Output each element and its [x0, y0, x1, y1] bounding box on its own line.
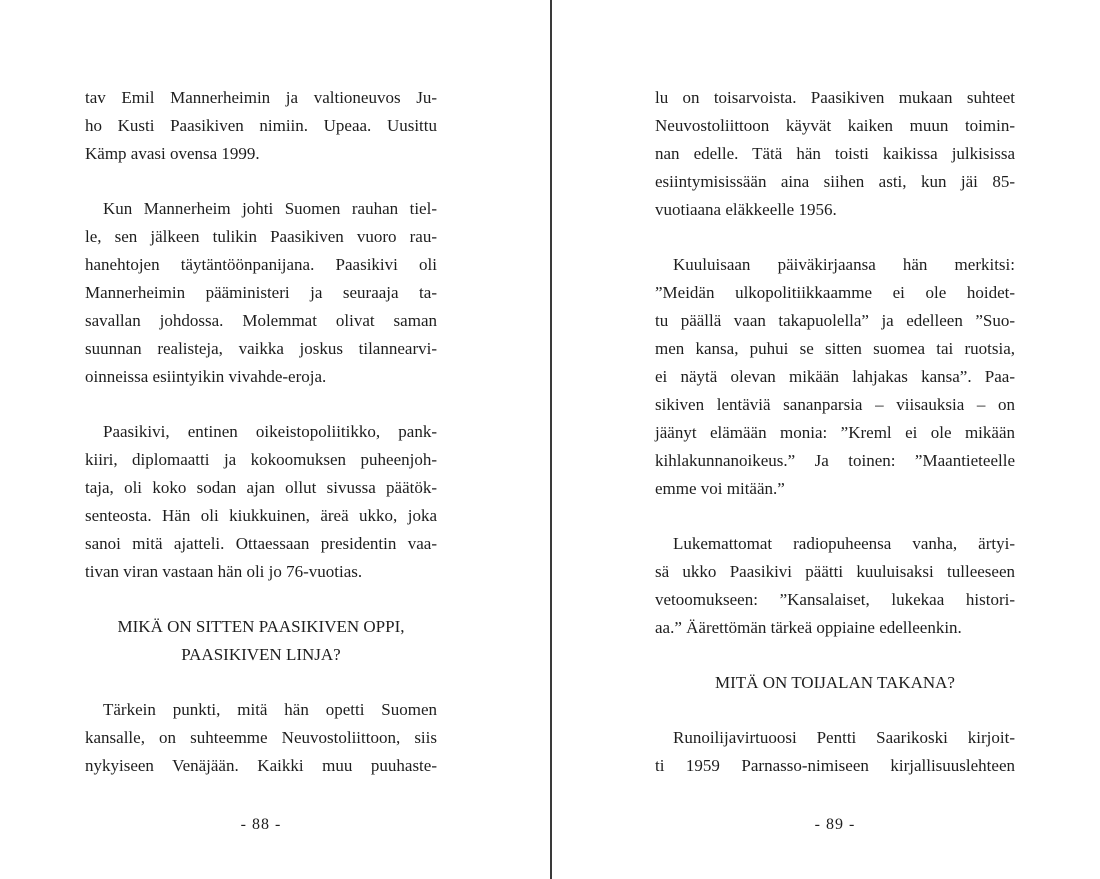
page-divider [550, 0, 552, 879]
text-line: kihlakunnanoikeus.” Ja toinen: ”Maantieteelle [655, 451, 1015, 470]
text-line: Neuvostoliittoon käyvät kaiken muun toimin- [655, 116, 1015, 135]
right-page-text [655, 84, 1015, 780]
paragraph [85, 696, 437, 780]
text-line: ei näytä olevan mikään lahjakas kansa”. Paa- [655, 367, 1015, 386]
paragraph [85, 418, 437, 586]
paragraph [655, 724, 1015, 780]
left-page-number: - 88 - [240, 816, 282, 833]
paragraph [655, 84, 1015, 224]
text-line: kiiri, diplomaatti ja kokoomuksen puheenjoh- [85, 450, 437, 469]
text-line: nan edelle. Tätä hän toisti kaikissa julkisissa [655, 144, 1015, 163]
text-line: tivan viran vastaan hän oli jo 76-vuotias. [85, 562, 363, 581]
text-line: vetoomukseen: ”Kansalaiset, lukekaa histori- [655, 590, 1015, 609]
heading-line: MITÄ ON TOIJALAN TAKANA? [715, 673, 955, 692]
text-line: men kansa, puhui se sitten suomea tai ruotsia, [655, 339, 1015, 358]
text-line: jäänyt elämään monia: ”Kreml ei ole mikään [655, 423, 1015, 442]
text-line: kansalle, on suhteemme Neuvostoliittoon, siis [85, 728, 437, 747]
text-line: taja, oli koko sodan ajan ollut sivussa päätök- [85, 478, 437, 497]
section-heading [85, 613, 437, 669]
text-line: emme voi mitään.” [655, 479, 785, 498]
paragraph [85, 84, 437, 168]
text-line: ho Kusti Paasikiven nimiin. Upeaa. Uusittu [85, 116, 437, 135]
heading-line: MIKÄ ON SITTEN PAASIKIVEN OPPI, [117, 617, 405, 636]
section-heading [655, 669, 1015, 697]
text-line: Kuuluisaan päiväkirjaansa hän merkitsi: [673, 255, 1015, 274]
text-line: Kun Mannerheim johti Suomen rauhan tiel- [103, 199, 437, 218]
text-line: sä ukko Paasikivi päätti kuuluisaksi tulleeseen [655, 562, 1015, 581]
text-line: senteosta. Hän oli kiukkuinen, äreä ukko, joka [85, 506, 437, 525]
text-line: suunnan realisteja, vaikka joskus tilannearvi- [85, 339, 437, 358]
text-line: sanoi mitä ajatteli. Ottaessaan presidentin vaa- [85, 534, 437, 553]
text-line: tav Emil Mannerheimin ja valtioneuvos Ju- [85, 88, 437, 107]
text-line: hanehtojen täytäntöönpanijana. Paasikivi oli [85, 255, 437, 274]
text-line: ti 1959 Parnasso-nimiseen kirjallisuuslehteen [655, 756, 1015, 775]
text-line: Paasikivi, entinen oikeistopoliitikko, pank- [103, 422, 437, 441]
text-line: esiintymisissään aina siihen asti, kun jäi 85- [655, 172, 1015, 191]
text-line: Kämp avasi ovensa 1999. [85, 144, 260, 163]
text-line: sikiven lentäviä sananparsia – viisauksia – on [655, 395, 1015, 414]
text-line: Tärkein punkti, mitä hän opetti Suomen [103, 700, 437, 719]
text-line: ”Meidän ulkopolitiikkaamme ei ole hoidet- [655, 283, 1015, 302]
text-line: aa.” Äärettömän tärkeä oppiaine edelleenkin. [655, 618, 962, 637]
right-page-number: - 89 - [814, 816, 856, 833]
text-line: vuotiaana eläkkeelle 1956. [655, 200, 837, 219]
text-line: nykyiseen Venäjään. Kaikki muu puuhaste- [85, 756, 437, 775]
text-line: lu on toisarvoista. Paasikiven mukaan suhteet [655, 88, 1015, 107]
paragraph [85, 195, 437, 391]
text-line: Runoilijavirtuoosi Pentti Saarikoski kirjoit- [673, 728, 1015, 747]
paragraph [655, 530, 1015, 642]
heading-line: PAASIKIVEN LINJA? [181, 645, 341, 664]
text-line: tu päällä vaan takapuolella” ja edelleen ”Suo- [655, 311, 1015, 330]
text-line: Mannerheimin pääministeri ja seuraaja ta- [85, 283, 437, 302]
paragraph [655, 251, 1015, 503]
left-page-text [85, 84, 437, 780]
text-line: oinneissa esiintyikin vivahde-eroja. [85, 367, 327, 386]
text-line: savallan johdossa. Molemmat olivat saman [85, 311, 437, 330]
text-line: Lukemattomat radiopuheensa vanha, ärtyi- [673, 534, 1015, 553]
text-line: le, sen jälkeen tulikin Paasikiven vuoro rau- [85, 227, 437, 246]
